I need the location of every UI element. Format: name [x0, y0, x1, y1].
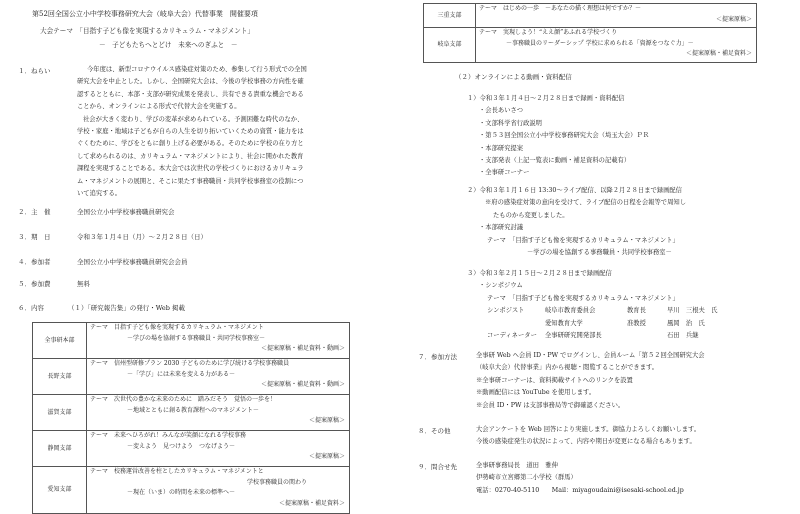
list-item: ・本部研究提案 — [479, 144, 524, 152]
aim-label: １．ねらい — [18, 67, 51, 75]
panelist-row — [467, 305, 717, 317]
method-line: （岐阜大会）代替事業」内から視聴・閲覧することができます。 — [476, 364, 659, 372]
method-line: ※動画配信には YouTube を使用します。 — [476, 389, 596, 397]
list-item: ・第５３回全国公立小中学校事務研究大会（埼玉大会）ＰＲ — [479, 132, 650, 140]
branch-cell: 滋賀支部 — [33, 395, 87, 431]
theme-line: テーマ はじめの一歩 －あなたの描く理想は何ですか？－ — [479, 5, 642, 12]
table-row — [33, 323, 350, 359]
aim-line: 研究大会を中止とした。しかし、全国研究大会は、今後の学校事務の方向性を確 — [77, 78, 304, 86]
contact-line: 電話：0270-40-5110 Mail：miyagoudaini@isesaki-school.ed.jp — [476, 486, 684, 494]
panel-title: 教育長 — [627, 307, 646, 315]
online-block-2 — [467, 185, 686, 259]
table-row — [33, 395, 350, 431]
conference-theme: 大会テーマ 「目指す子ども像を実現するカリキュラム・マネジメント」 — [40, 27, 255, 35]
period-label: ３．期 日 — [18, 233, 51, 241]
content-label: ６．内容 — [18, 304, 44, 312]
theme-line: －「学び」には未来を変える力がある－ — [127, 370, 236, 378]
fee-value: 無料 — [77, 280, 90, 288]
panel-role: シンポジスト — [487, 307, 525, 315]
list-item: テーマ 「目指す子ども像を実現するカリキュラム・マネジメント」 — [487, 294, 679, 302]
method-line: ※会員 ID・PW は支部事務局等で御確認ください。 — [476, 401, 625, 409]
participants-label: ４．参加者 — [18, 258, 51, 266]
block-date: １）令和３年１月４日～２月２８日まで録画・資料配信 — [467, 95, 625, 102]
panel-role — [487, 318, 545, 330]
theme-line: テーマ 目指す子ども像を実現するカリキュラム・マネジメント — [90, 324, 264, 331]
theme-cell — [87, 359, 350, 395]
list-item: ・本部研究討議 — [479, 224, 524, 232]
theme-cell — [87, 323, 350, 359]
method-paragraph — [476, 350, 705, 412]
panelist-row — [467, 330, 717, 342]
list-item: ・シンポジウム — [479, 282, 523, 290]
material-note: ＜提案原稿・補足資料・動画＞ — [260, 345, 345, 352]
method-line: 全事研 Web へ会員 ID・PW でログインし、会員ルーム「第５２回全国研究大会 — [476, 352, 705, 359]
aim-line: して求められるのは、カリキュラム・マネジメントにより、社会に開かれた教育 — [77, 152, 304, 160]
aim-line: ことから、オンラインによる形式で代替大会を実施する。 — [77, 103, 241, 111]
fee-label: ５．参加費 — [18, 280, 51, 288]
aim-line: ぐくむために、学びをともに創り上げる必要がある。そのために学校の在り方と — [77, 140, 304, 148]
branch-cell: 岐阜支部 — [424, 28, 476, 63]
panel-name: 風岡 治 氏 — [667, 319, 705, 327]
period-value: 令和３年１月４日（月）～２月２８日（日） — [77, 233, 207, 241]
contact-label: ９．問合せ先 — [418, 463, 457, 471]
theme-line: テーマ 未来へひろがれ！みんなが笑顔になれる学校事務 — [90, 432, 247, 439]
material-note: ＜提案原稿＞ — [308, 417, 345, 424]
theme-cell — [87, 431, 350, 467]
report-table — [32, 322, 350, 514]
aim-line: 認するとともに、本部・支部が研究成果を発表し、共有できる貴重な機会である — [77, 90, 304, 98]
aim-paragraph — [77, 64, 307, 200]
online-heading: （２）オンラインによる動画・資料配信 — [455, 73, 572, 81]
material-note: ＜提案原稿・補足資料＞ — [685, 50, 752, 57]
list-item: ・全事研コーナー — [479, 169, 530, 177]
panel-title: 准教授 — [627, 319, 646, 327]
participants-value: 全国公立小中学校事務職員研究会会員 — [77, 258, 188, 266]
host-label: ２．主 催 — [18, 208, 51, 216]
theme-cell — [87, 467, 350, 514]
aim-line: ム・マネジメントの展開と、そこに果たす事務職員・共同学校事務室の役割につ — [77, 177, 304, 185]
table-row — [33, 431, 350, 467]
material-note: ＜提案原稿＞ — [715, 15, 752, 23]
list-item: ・文部科学省行政説明 — [479, 119, 542, 127]
contact-paragraph — [476, 460, 684, 497]
list-item: テーマ 「目指す子ども像を実現するカリキュラム・マネジメント」 — [487, 236, 679, 244]
list-item: ・会長あいさつ — [479, 107, 524, 115]
contact-line: 伊勢崎市立宮郷第二小学校（群馬） — [476, 474, 577, 482]
theme-line: テーマ 実現しよう！“ええ顔”あふれる学校づくり — [479, 29, 618, 36]
table-row — [424, 28, 757, 63]
panel-name: 石田 兵継 — [667, 332, 699, 340]
aim-line: 社会が大きく変わり、学びの変革が求められている。予測困難な時代のなか、 — [83, 115, 304, 123]
method-label: ７．参加方法 — [418, 353, 457, 361]
theme-line: テーマ 次世代の豊かな未来のために 踏みだそう 覚悟の一歩を！ — [90, 396, 277, 403]
table-row — [33, 467, 350, 514]
theme-line: －事務職員のリーダーシップ 学校に求められる「資源をつなぐ力」－ — [506, 39, 694, 47]
branch-cell: 静岡支部 — [33, 431, 87, 467]
online-block-3 — [467, 268, 717, 342]
panel-org: 全事研研究開発部長 — [545, 332, 602, 340]
other-line: 大会アンケートを Web 回答により実施します。御協力よろしくお願いします。 — [476, 426, 701, 433]
panel-org: 愛知教育大学 — [545, 319, 583, 327]
contact-line: 全事研事務局長 道田 雅伸 — [476, 462, 558, 469]
theme-line: －地域とともに創る教育課程へのマネジメント－ — [127, 406, 259, 414]
branch-cell: 三重支部 — [424, 4, 476, 28]
material-note: ＜提案原稿＞ — [308, 453, 345, 460]
theme-cell — [476, 28, 757, 63]
block-date: ２）令和３年１月１６日 13:30～ライブ配信、以降２月２８日まで録画配信 — [467, 187, 682, 194]
theme-line: テーマ 信州型研修プラン 2030 子どものために学び続ける学校事務職員 — [90, 360, 290, 367]
aim-line: いて追究する。 — [77, 190, 122, 198]
conference-subtheme: － 子どもたちへとどけ 未来へのぎふと － — [99, 41, 238, 49]
theme-line: テーマ 校務運営改善を柱としたカリキュラム・マネジメントと — [90, 468, 264, 475]
branch-cell: 愛知支部 — [33, 467, 87, 514]
panel-org: 岐阜市教育委員会 — [545, 307, 596, 315]
theme-line: －現在（いま）の時間を未来の標準へ－ — [127, 489, 236, 496]
note-line: たものから変更しました。 — [493, 211, 569, 219]
material-note: ＜提案原稿・補足資料＞ — [278, 499, 345, 507]
theme-cell — [476, 4, 757, 28]
other-label: ８．その他 — [418, 427, 451, 435]
panel-title — [627, 330, 667, 342]
page-title: 第52回全国公立小中学校事務研究大会（岐阜大会）代替事業 開催要項 — [32, 10, 258, 18]
material-note: ＜提案原稿・補足資料・動画＞ — [260, 381, 345, 388]
aim-line: 今年度は、新型コロナウイルス感染症対策のため、参集して行う形式での全国 — [87, 66, 307, 73]
theme-line: －学びの場を協創する事務職員・共同学校事務室－ — [127, 334, 266, 342]
other-line: 今後の感染症発生の状況によって、内容や期日が変更になる場合もあります。 — [476, 438, 696, 446]
panel-name: 早川 三根夫 氏 — [667, 307, 718, 315]
theme-line: －変えよう 見つけよう つなげよう－ — [127, 442, 236, 450]
list-item: ・支部発表（上記一覧表に動画・補足資料の記載有） — [479, 157, 631, 165]
report-table-continued — [423, 3, 757, 63]
branch-cell: 全事研本部 — [33, 323, 87, 359]
online-block-1 — [467, 93, 649, 180]
theme-line: 学校事務職員の関わり — [247, 478, 308, 486]
table-row — [33, 359, 350, 395]
panelist-row — [467, 318, 717, 330]
note-line: ※府の感染症対策の意向を受けて、ライブ配信の日程を会報等で周知し — [485, 199, 686, 207]
panel-role: コーディネーター — [487, 332, 537, 340]
method-line: ※全事研コーナーは、資料掲載サイトへのリンクを設置 — [476, 376, 633, 384]
list-item: －学びの場を協創する事務職員・共同学校事務室－ — [527, 249, 672, 257]
branch-cell: 長野支部 — [33, 359, 87, 395]
theme-cell — [87, 395, 350, 431]
content-value: （１）「研究報告集」の発行・Web 掲載 — [68, 304, 185, 312]
other-paragraph — [476, 424, 700, 449]
host-value: 全国公立小中学校事務職員研究会 — [77, 208, 175, 216]
block-date: ３）令和３年２月１５日～２月２８日まで録画配信 — [467, 270, 612, 277]
aim-line: 学校・家庭・地域は子どもが自らの人生を切り拓いていくための資質・能力をは — [77, 128, 304, 136]
table-row — [424, 4, 757, 28]
aim-line: 課程を実現することである。本大会では次世代の学校づくりにおけるカリキュラ — [77, 165, 304, 173]
